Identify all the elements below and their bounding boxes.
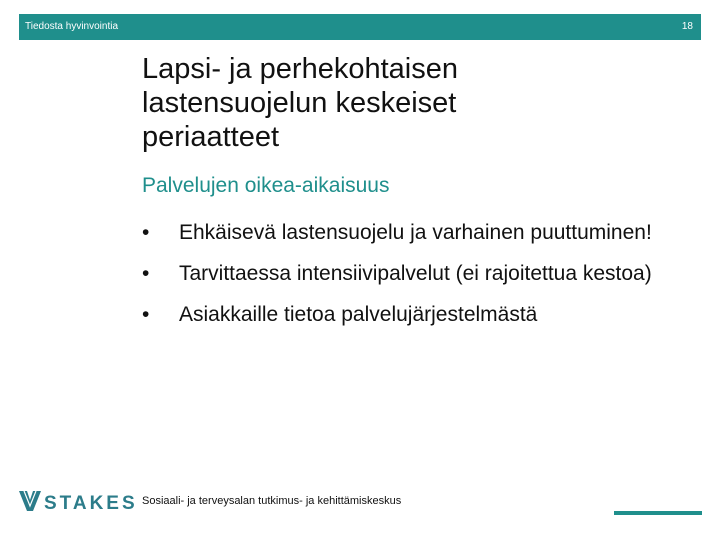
bullet-text: Tarvittaessa intensiivipalvelut (ei rajoitettua kestoa) [179,262,652,285]
bullet-item [142,220,662,246]
bullet-list [142,220,662,343]
slide-title: Lapsi- ja perhekohtaisen lastensuojelun keskeiset periaatteet [142,53,458,153]
bullet-icon: • [142,303,150,326]
bullet-text: Ehkäisevä lastensuojelu ja varhainen puuttuminen! [179,221,652,244]
logo-text: STAKES [44,493,138,514]
bullet-item [142,302,662,328]
bullet-item [142,261,662,287]
bullet-icon: • [142,262,150,285]
bullet-icon: • [142,221,150,244]
slide-subtitle: Palvelujen oikea-aikaisuus [142,174,390,197]
footer-organization: Sosiaali- ja terveysalan tutkimus- ja kehittämiskeskus [142,495,402,507]
stakes-logo-icon [18,487,138,515]
header-bar [19,14,701,40]
page-number: 18 [681,21,693,32]
bullet-text: Asiakkaille tietoa palvelujärjestelmästä [179,303,538,326]
header-tagline: Tiedosta hyvinvointia [25,21,119,32]
footer-divider [614,511,702,515]
